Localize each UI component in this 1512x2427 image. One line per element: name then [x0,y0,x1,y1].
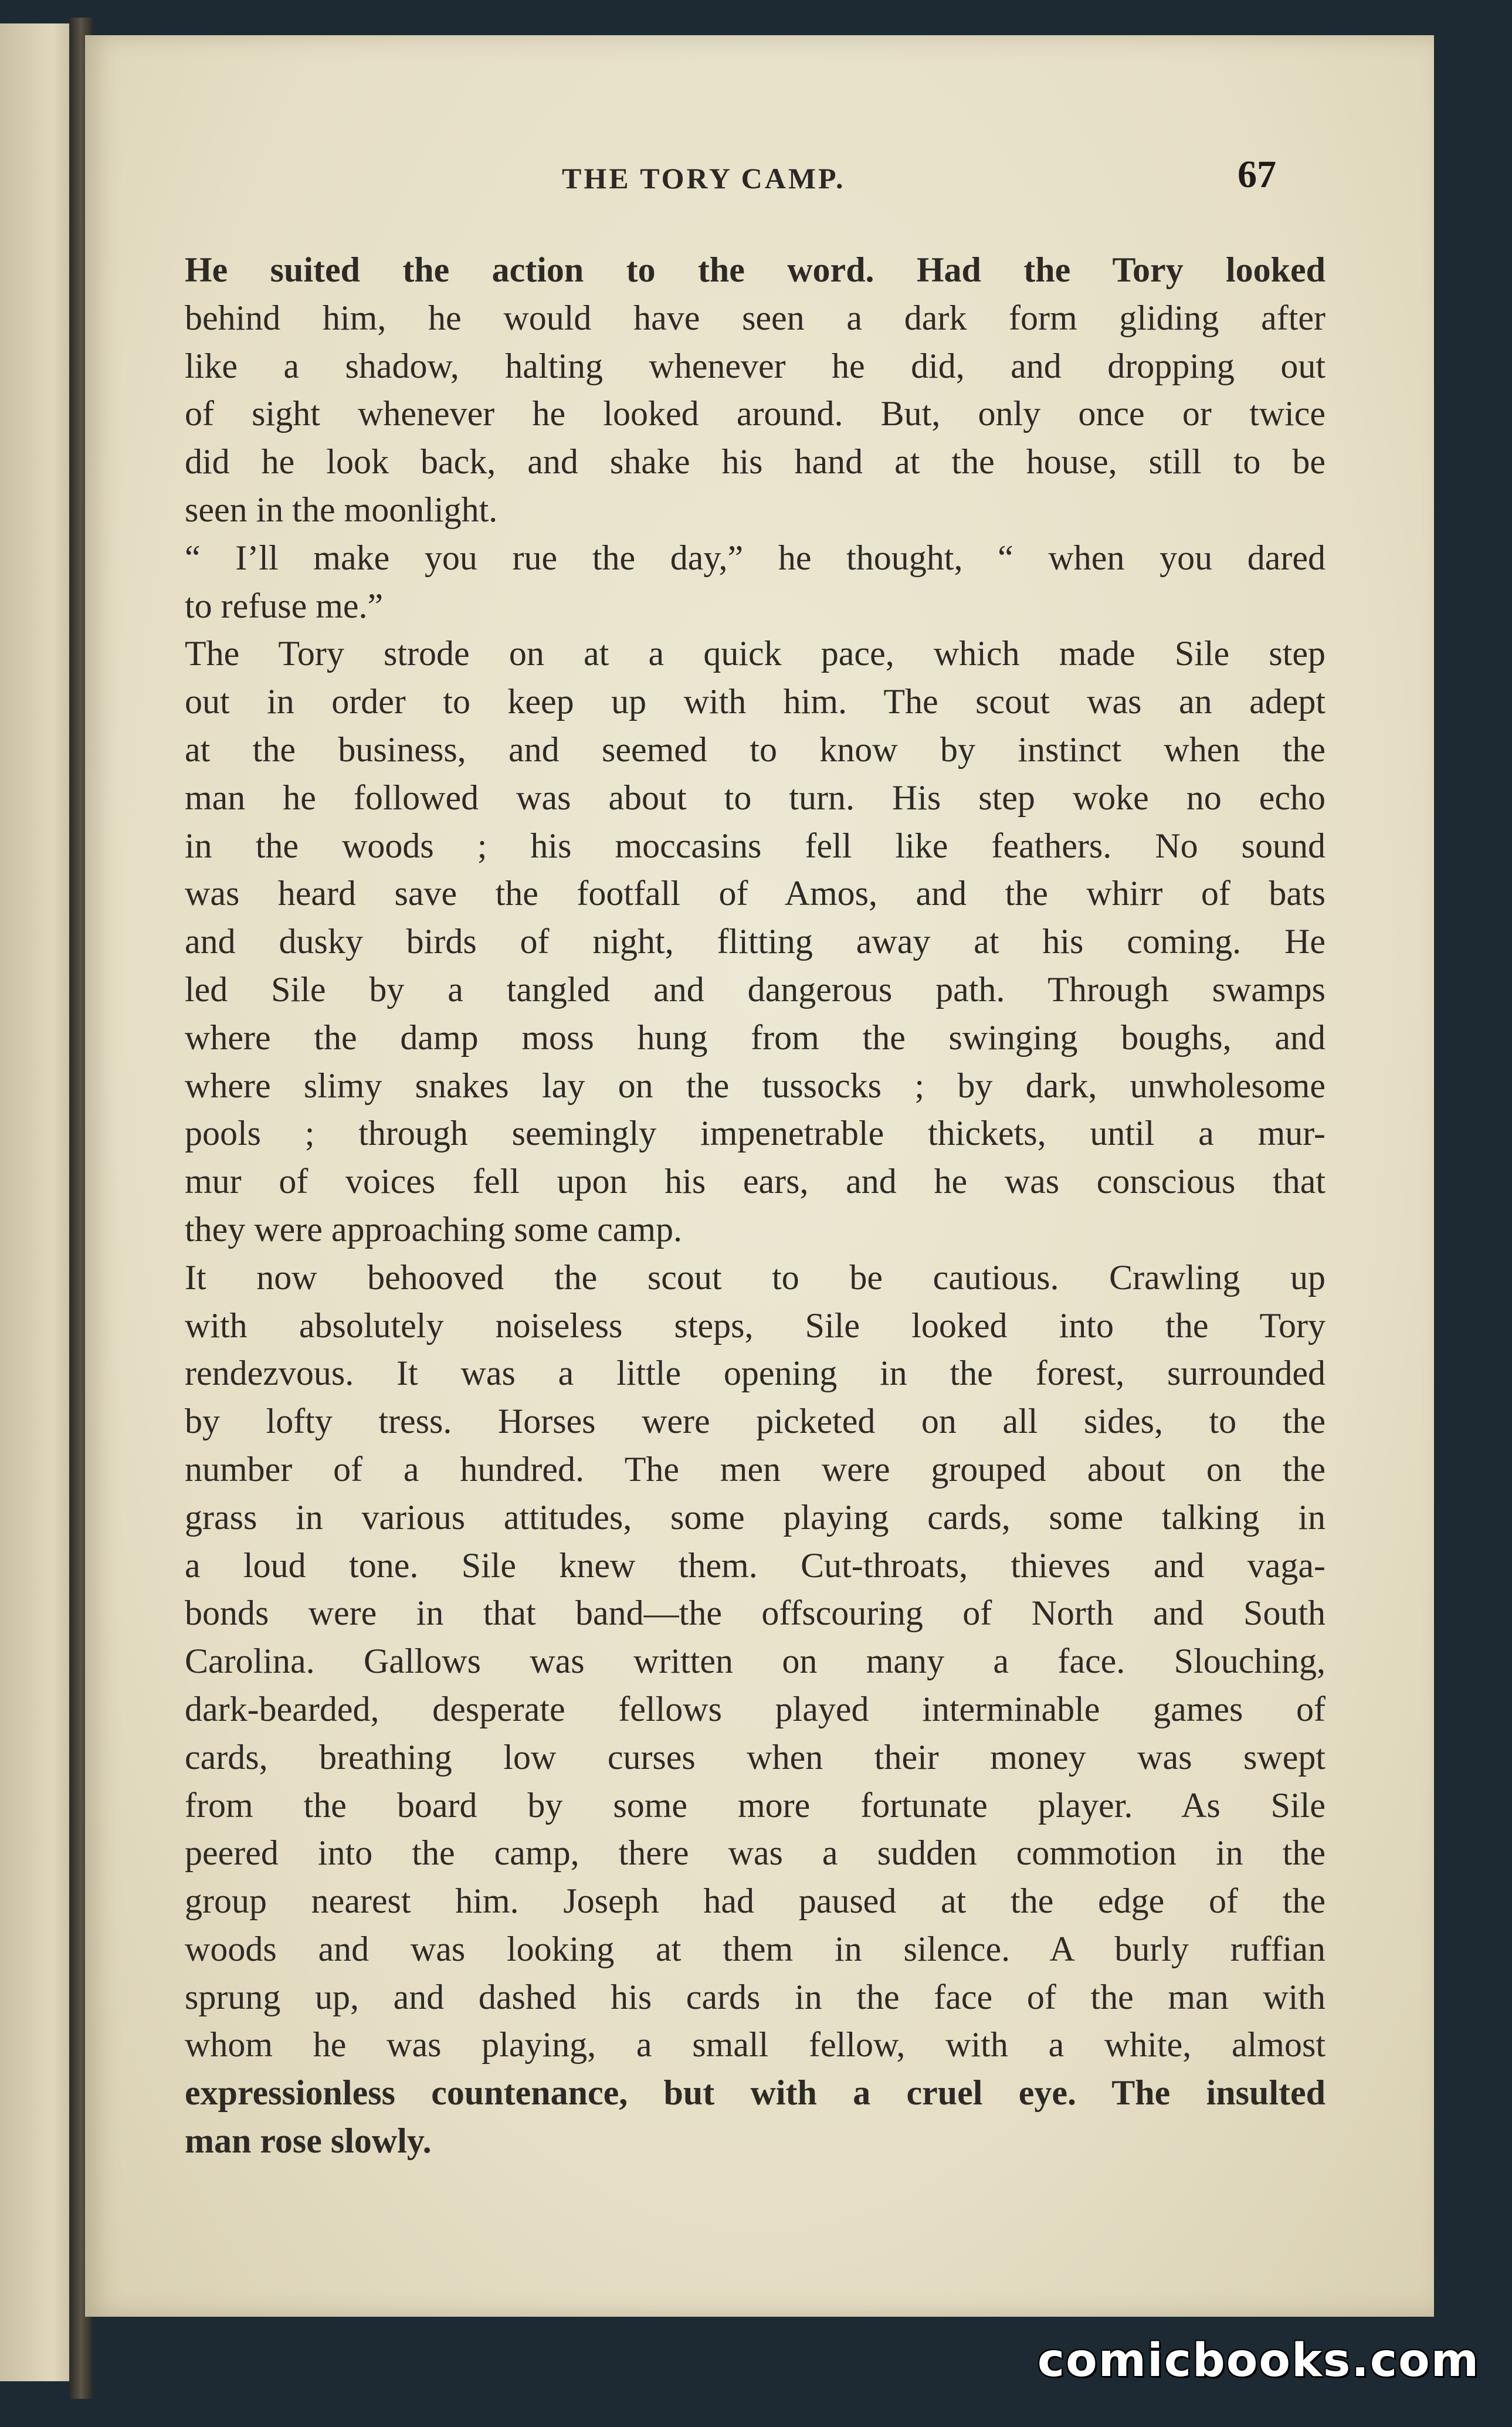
text-line: where the damp moss hung from the swinging boughs, and [185,1018,1325,1057]
text-line: did he look back, and shake his hand at the house, still to be [185,442,1325,482]
text-line: in the woods ; his moccasins fell like feathers. No sound [185,826,1325,865]
paragraph [135,534,1325,631]
text-line: seen in the moonlight. [185,490,498,529]
text-line: expressionless countenance, but with a cruel eye. The insulted [185,2073,1325,2113]
body-text [135,246,1325,2165]
text-line: whom he was playing, a small fellow, with a white, almost [185,2025,1325,2065]
text-line: out in order to keep up with him. The scout was an adept [185,682,1325,721]
text-line: bonds were in that band—the offscouring of North and South [185,1594,1325,1633]
text-line: man rose slowly. [185,2121,432,2161]
text-line: Carolina. Gallows was written on many a face. Slouching, [185,1642,1325,1681]
text-line: of sight whenever he looked around. But, only once or twice [185,394,1325,433]
text-line: pools ; through seemingly impenetrable thickets, until a mur- [185,1114,1325,1153]
text-line: woods and was looking at them in silence. A burly ruffian [185,1929,1325,1968]
text-line: to refuse me.” [185,586,384,625]
site-watermark: comicbooks.com [1037,2334,1480,2387]
text-line: by lofty tress. Horses were picketed on all sides, to the [185,1402,1325,1441]
text-line: sprung up, and dashed his cards in the face of the man with [185,1977,1325,2016]
text-line: like a shadow, halting whenever he did, and dropping out [185,346,1325,385]
text-line: behind him, he would have seen a dark form gliding after [185,298,1325,337]
running-head: THE TORY CAMP. [562,162,846,195]
text-line: man he followed was about to turn. His step woke no echo [185,778,1325,817]
page-number: 67 [1238,153,1276,196]
text-line: He suited the action to the word. Had the Tory looked [185,250,1325,289]
text-line: group nearest him. Joseph had paused at the edge of the [185,1882,1325,1921]
text-line: “ I’ll make you rue the day,” he thought, “ when you dared [185,538,1325,577]
book-page [85,35,1434,2317]
text-line: mur of voices fell upon his ears, and he was conscious that [185,1162,1325,1201]
text-line: was heard save the footfall of Amos, and the whirr of bats [185,874,1325,913]
text-line: number of a hundred. The men were grouped about on the [185,1449,1325,1489]
text-line: The Tory strode on at a quick pace, which made Sile step [185,634,1325,673]
paragraph [135,246,1325,534]
text-line: and dusky birds of night, flitting away at his coming. He [185,922,1325,961]
text-line: at the business, and seemed to know by instinct when the [185,730,1325,769]
text-line: dark-bearded, desperate fellows played interminable games of [185,1689,1325,1728]
paragraph [135,630,1325,1253]
text-line: led Sile by a tangled and dangerous path. Through swamps [185,970,1325,1009]
text-line: where slimy snakes lay on the tussocks ; by dark, unwholesome [185,1066,1325,1105]
text-line: with absolutely noiseless steps, Sile looked into the Tory [185,1306,1325,1345]
text-line: cards, breathing low curses when their money was swept [185,1737,1325,1777]
text-line: grass in various attitudes, some playing cards, some talking in [185,1497,1325,1537]
text-line: a loud tone. Sile knew them. Cut-throats, thieves and vaga- [185,1545,1325,1585]
paragraph [135,1254,1325,2165]
text-line: from the board by some more fortunate player. As Sile [185,1785,1325,1825]
text-line: they were approaching some camp. [185,1209,682,1249]
text-line: It now behooved the scout to be cautious. Crawling up [185,1257,1325,1297]
text-line: peered into the camp, there was a sudden commotion in the [185,1833,1325,1873]
text-line: rendezvous. It was a little opening in the forest, surrounded [185,1354,1325,1393]
page-header [85,141,1434,211]
